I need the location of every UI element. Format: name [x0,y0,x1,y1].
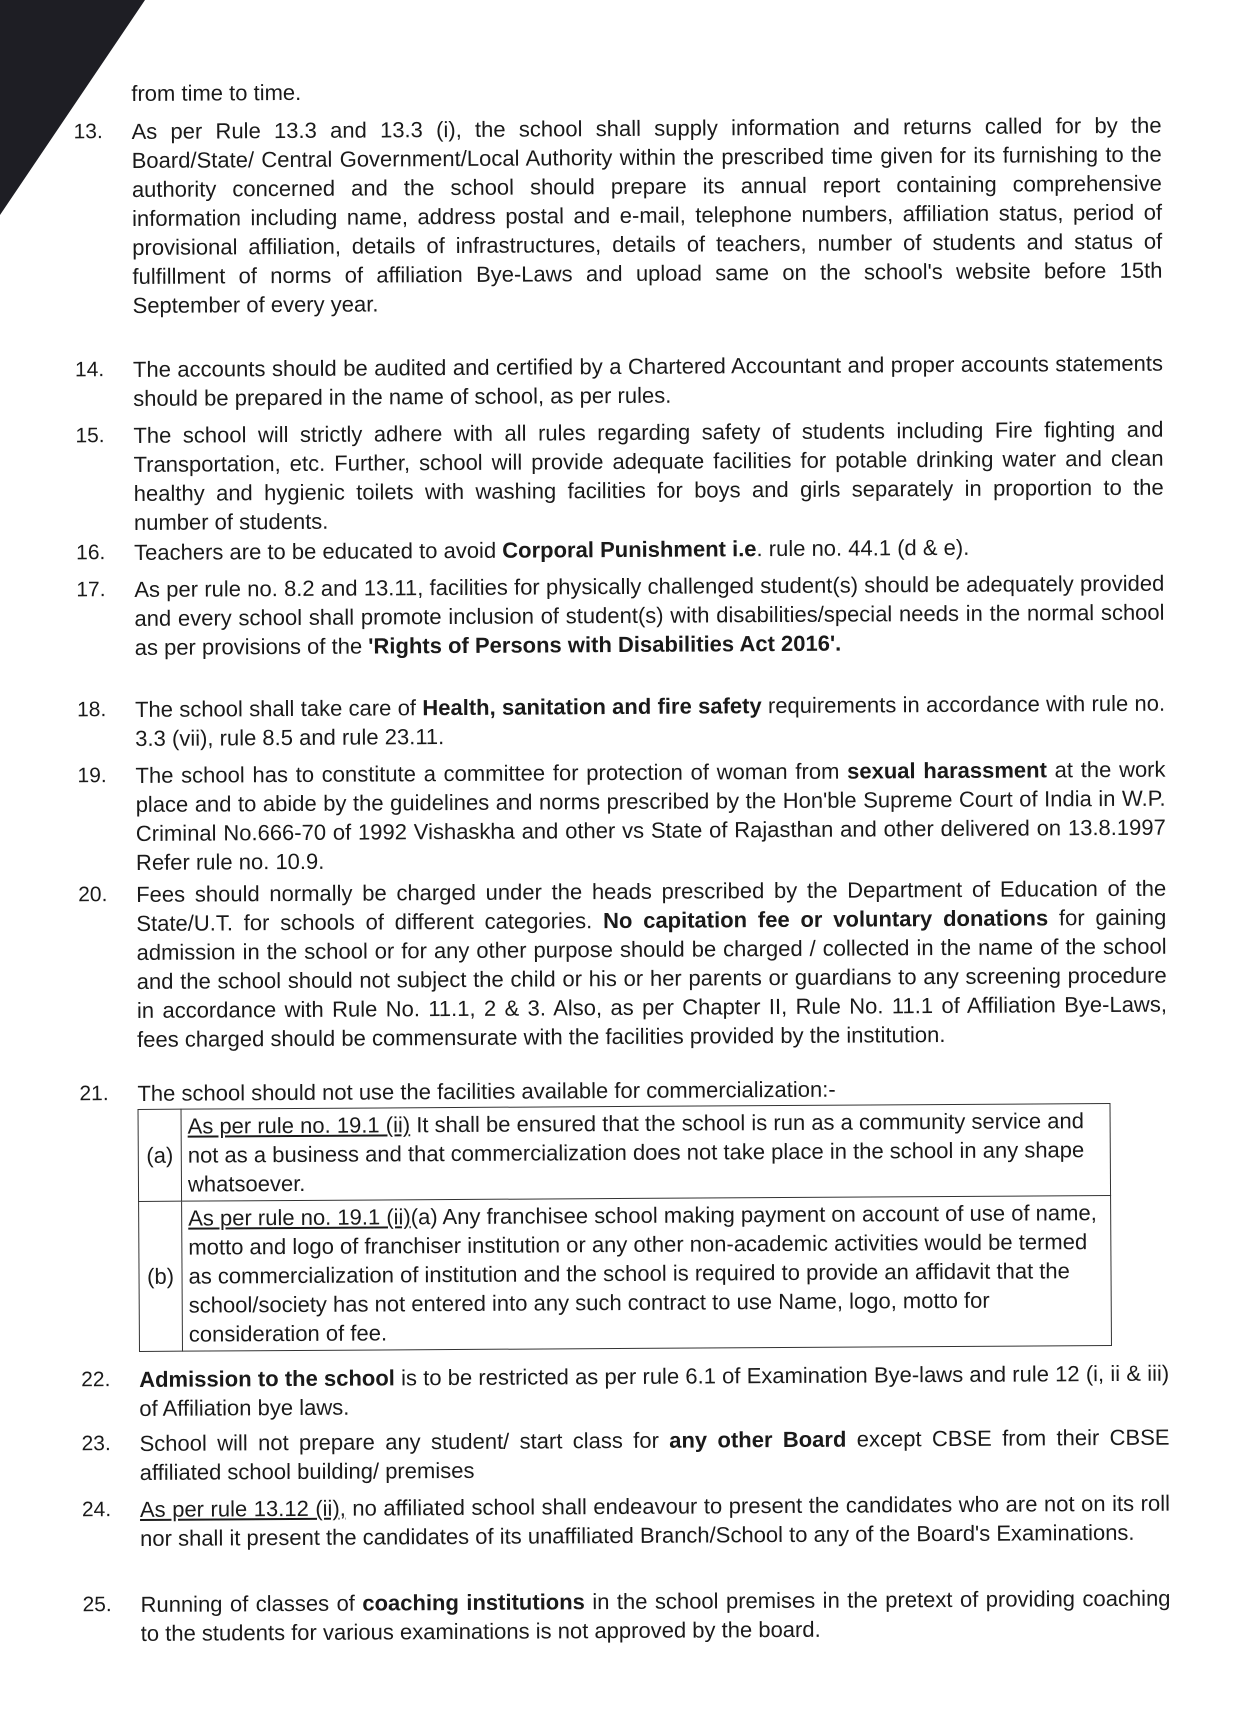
text-segment: As per rule no. 8.2 and 13.11, facilities for physically challenged student(s) should be adequately provided and every school shall promote inclusion of student(s) with disabilities/special needs in the normal school as per provisions of the [134,570,1165,660]
text-segment: The school will strictly adhere with all rules regarding safety of students including Fire fighting and Transportation, etc. Further, school will provide adequate facilities for potable drinking water and clean healthy and hygienic toilets with washing facilities for boys and girls separately in proportion to the number of students. [133,416,1164,535]
text-segment: Fees should normally be charged under the heads prescribed by the Department of Education of the State/U.T. for schools of different categories. [136,875,1167,936]
rule-item [77,755,1166,878]
text-segment: for gaining admission in the school or for any other purpose should be charged / collected in the name of the school and the school should not subject the child or his or her parents or guardians to any screening procedure in accordance with Rule No. 11.1, 2 & 3. Also, as per Chapter II, Rule No. 11.1 of Affiliation Bye-Laws, fees charged should be commensurate with the facilities provided by the institution. [136,904,1167,1052]
rule-text [140,1584,1170,1648]
rule-text [134,532,1164,567]
rule-item [81,1423,1169,1488]
underlined-rule-ref: As per rule no. 19.1 (ii) [188,1204,411,1231]
rule-text [140,1489,1170,1553]
text-segment: It shall be ensured that the school is run as a community service and not as a business and that commercialization does not take place in the school in any shape whatsoever. [187,1108,1085,1197]
rule-number: 19. [77,764,107,788]
rule-text [139,1423,1169,1487]
rule-number: 21. [79,1082,109,1106]
commercialization-table [138,1103,1112,1352]
text-segment: As per Rule 13.3 and 13.3 (i), the school shall supply information and returns called for by the Board/State/ Central Government/Local Authority within the prescribed time given for its furnishing to the authority concerned and the school should prepare its annual report containing comprehensive information including name, address postal and e-mail, telephone numbers, affiliation status, period of provisional affiliation, details of infrastructures, details of teachers, number of students and status of fulfillment of norms of affiliation Bye-Laws and upload same on the school's website before 15th September of every year. [131,112,1163,318]
underlined-rule-ref: As per rule no. 19.1 (ii) [187,1112,411,1139]
rule-text [139,1359,1169,1423]
rule-item [82,1489,1170,1554]
bold-emphasis: sexual harassment [847,757,1047,784]
bold-emphasis: any other Board [669,1426,847,1453]
rule-text [134,569,1165,662]
text-segment: The accounts should be audited and certified by a Chartered Accountant and proper accounts statements should be prepared in the name of school, as per rules. [132,350,1164,411]
rule-item [76,569,1165,663]
rule-number: 17. [76,578,106,602]
rule-number: 15. [75,424,105,448]
bold-emphasis: Corporal Punishment i.e [502,536,757,563]
rule-number: 22. [81,1368,111,1392]
text-segment: The school has to constitute a committee for protection of woman from [135,758,848,788]
text-segment: requirements in accordance with rule no. 3.3 (vii), rule 8.5 and rule 23.11. [135,690,1166,751]
bold-emphasis: No capitation fee or voluntary donations [602,905,1049,934]
rule-item [77,689,1165,754]
rule-item [82,1584,1170,1649]
rule-number: 16. [76,541,106,565]
text-segment: School will not prepare any student/ start class for [139,1427,670,1456]
rule-text [135,689,1165,753]
text-segment: in the school premises in the pretext of providing coaching to the students for various examinations is not approved by the board. [140,1585,1171,1646]
rule-number: 14. [74,358,105,382]
rule-text [131,111,1162,320]
sub-item-row [138,1104,1111,1202]
text-segment: The school shall take care of [134,695,423,722]
rule-item [81,1359,1169,1424]
rule-item [75,349,1163,414]
bold-emphasis: Admission to the school [139,1365,395,1392]
rule-text [133,415,1164,537]
text-segment: at the work place and to abide by the guidelines and norms prescribed by the Hon'ble Supreme Court of India in W.P. Criminal No.666-70 of 1992 Vishaskha and other vs State of Rajasthan and other delivered on 13.8.1997 Refer rule no. 10.9. [135,756,1166,875]
sub-item-text [181,1104,1111,1202]
text-segment: . rule no. 44.1 (d & e). [756,534,970,562]
bold-emphasis: 'Rights of Persons with Disabilities Act 2016'. [368,630,842,659]
sub-item-text [182,1196,1112,1352]
rule-item [73,111,1162,321]
bold-emphasis: Health, sanitation and fire safety [422,693,762,721]
text-segment: is to be restricted as per rule 6.1 of Examination Bye-laws and rule 12 (i, ii & iii) of Affiliation bye laws. [139,1360,1170,1421]
rule-text [133,349,1163,413]
sub-item-label: (a) [138,1109,182,1201]
rule-number: 23. [81,1432,111,1456]
rule-number: 13. [73,120,103,144]
rule-item [78,874,1167,1055]
rule-number: 25. [82,1593,112,1617]
text-segment: (a) Any franchisee school making payment on account of use of name, motto and logo of franchiser institution or any other non-academic activities would be termed as commercialization of institution and the school is required to provide an affidavit that the school/society has not entered into any such contract to use Name, logo, motto for consideration of fee. [188,1200,1097,1347]
rule-text [136,874,1167,1054]
text-segment: Running of classes of [140,1590,363,1617]
text-segment: The school should not use the facilities available for commercialization:- [137,1076,836,1106]
sub-item-row [139,1196,1112,1352]
rule-text [135,755,1166,877]
continuation-text: from time to time. [131,79,302,106]
rule-number: 24. [81,1498,112,1522]
bold-emphasis: coaching institutions [362,1589,585,1616]
rule-item [75,415,1164,538]
rule-number: 18. [77,698,107,722]
text-segment: no affiliated school shall endeavour to present the candidates who are not on its roll nor shall it present the candidates of its unaffiliated Branch/School to any of the Board's Examinations. [140,1490,1171,1551]
sub-item-label: (b) [139,1201,183,1351]
rule-number: 20. [78,883,108,907]
underlined-rule-ref: As per rule 13.12 (ii), [139,1495,346,1522]
text-segment: except CBSE from their CBSE affiliated school building/ premises [139,1424,1170,1485]
text-segment: Teachers are to be educated to avoid [134,537,503,565]
rule-item [76,532,1164,568]
